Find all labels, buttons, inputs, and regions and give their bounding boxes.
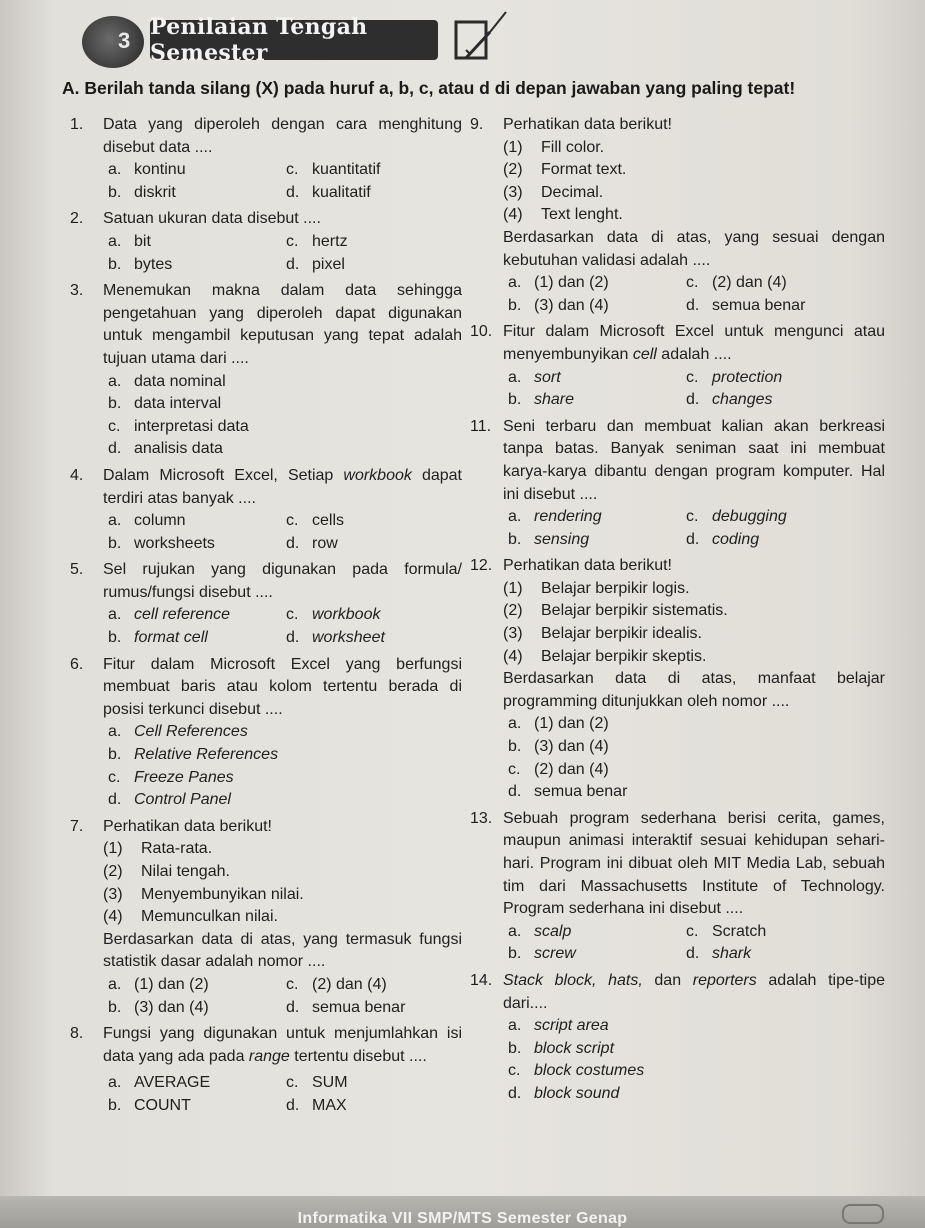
list-item: (2) Belajar berpikir sistematis. <box>503 602 728 620</box>
question-number: 8. <box>70 1025 84 1043</box>
list-item: (1) Belajar berpikir logis. <box>503 579 690 597</box>
list-item: (3) Decimal. <box>503 183 604 201</box>
question-number: 10. <box>470 323 493 341</box>
question-text: Perhatikan data berikut! <box>103 817 272 835</box>
question-number: 7. <box>70 817 84 835</box>
list-item: (2) Format text. <box>503 161 627 179</box>
chapter-number: 3 <box>118 28 131 53</box>
option-a[interactable]: a. (1) dan (2) <box>508 274 609 292</box>
clipboard-pencil-icon <box>450 10 510 62</box>
section-instruction: A. Berilah tanda silang (X) pada huruf a, b, c, atau d di depan jawaban yang paling tepat! <box>62 78 796 98</box>
option-a[interactable]: a. AVERAGE <box>108 1074 211 1092</box>
list-item: (1) Fill color. <box>503 138 605 156</box>
option-a[interactable]: a. (1) dan (2) <box>508 715 609 733</box>
option-a[interactable]: a. column <box>108 512 186 530</box>
option-c[interactable]: c. (2) dan (4) <box>686 274 787 292</box>
option-d[interactable]: d. kualitatif <box>286 183 371 201</box>
question-text: Satuan ukuran data disebut .... <box>103 210 321 228</box>
option-a[interactable]: a. kontinu <box>108 161 186 179</box>
option-d[interactable]: d. block sound <box>508 1084 620 1102</box>
option-c[interactable]: c. (2) dan (4) <box>508 760 609 778</box>
question-text: Perhatikan data berikut! <box>503 557 672 575</box>
option-d[interactable]: d. semua benar <box>286 998 406 1016</box>
question-number: 9. <box>470 116 484 133</box>
option-b[interactable]: b. format cell <box>108 629 208 647</box>
question-number: 13. <box>470 809 493 827</box>
question-9 <box>470 114 885 317</box>
question-text: Perhatikan data berikut! <box>503 116 672 133</box>
question-8 <box>70 1023 462 1117</box>
option-b[interactable]: b. sensing <box>508 530 590 548</box>
question-number: 2. <box>70 210 84 228</box>
question-7 <box>70 816 462 1019</box>
option-a[interactable]: a. Cell References <box>108 723 248 741</box>
option-d[interactable]: d. shark <box>686 945 752 963</box>
option-c[interactable]: c. Freeze Panes <box>108 768 234 786</box>
option-c[interactable]: c. protection <box>686 368 783 386</box>
question-text: Seni terbaru dan membuat kalian akan berkreasi tanpa batas. Banyak seniman saat ini membuat karya-karya dibantu dengan program komputer. Hal ini disebut .... <box>503 417 885 503</box>
question-2 <box>70 208 462 276</box>
option-a[interactable]: a. sort <box>508 368 561 386</box>
option-a[interactable]: a. rendering <box>508 508 602 526</box>
option-b[interactable]: b. Relative References <box>108 746 279 764</box>
option-c[interactable]: c. Scratch <box>686 922 767 940</box>
question-text: Dalam Microsoft Excel, Setiap workbook dapat terdiri atas banyak .... <box>103 466 462 507</box>
question-prompt: Berdasarkan data di atas, manfaat belajar programming ditunjukkan oleh nomor .... <box>503 670 885 710</box>
question-prompt: Berdasarkan data di atas, yang sesuai dengan kebutuhan validasi adalah .... <box>503 228 885 269</box>
question-text: Data yang diperoleh dengan cara menghitung disebut data .... <box>103 116 462 156</box>
question-1 <box>70 114 462 204</box>
page-title: Penilaian Tengah Semester <box>150 20 438 60</box>
option-a[interactable]: a. bit <box>108 232 151 250</box>
question-11 <box>470 416 885 552</box>
option-b[interactable]: b. COUNT <box>108 1096 191 1114</box>
question-number: 11. <box>470 417 492 435</box>
option-c[interactable]: c. workbook <box>286 606 381 624</box>
option-d[interactable]: d. worksheet <box>286 629 385 647</box>
list-item: (1) Rata-rata. <box>103 840 213 858</box>
option-d[interactable]: d. Control Panel <box>108 791 231 809</box>
option-d[interactable]: d. pixel <box>286 255 345 273</box>
option-b[interactable]: b. (3) dan (4) <box>108 998 209 1016</box>
list-item: (4) Memunculkan nilai. <box>103 908 278 926</box>
option-b[interactable]: b. worksheets <box>108 534 215 552</box>
question-number: 14. <box>470 971 493 989</box>
question-4 <box>70 465 462 555</box>
list-item: (2) Nilai tengah. <box>103 863 230 880</box>
question-10 <box>470 321 885 411</box>
question-number: 3. <box>70 282 84 300</box>
left-column <box>70 114 462 1122</box>
option-c[interactable]: c. kuantitatif <box>286 161 381 179</box>
page-mark-icon <box>842 1204 884 1224</box>
question-text: Menemukan makna dalam data sehingga pengetahuan yang diperoleh dapat digunakan untuk mengambil keputusan yang tepat adalah tujuan utama dari .... <box>103 282 462 367</box>
list-item: (3) Belajar berpikir idealis. <box>503 625 702 643</box>
option-d[interactable]: d. MAX <box>286 1096 347 1114</box>
question-13 <box>470 808 885 966</box>
question-5 <box>70 559 462 649</box>
question-number: 4. <box>70 466 84 484</box>
list-item: (3) Menyembunyikan nilai. <box>103 885 304 903</box>
right-column <box>470 114 885 1110</box>
list-item: (4) Belajar berpikir skeptis. <box>503 647 707 665</box>
question-text: Sel rujukan yang digunakan pada formula/ rumus/fungsi disebut .... <box>103 561 462 601</box>
question-text: Sebuah program sederhana berisi cerita, games, maupun animasi interaktif sesuai kehidupan sehari-hari. Program ini dibuat oleh MIT Media Lab, sebuah tim dari Massachusetts Institute of Technology. Program sederhana ini disebut .... <box>503 809 885 918</box>
option-d[interactable]: d. coding <box>686 530 760 548</box>
option-a[interactable]: a. cell reference <box>108 606 231 624</box>
option-d[interactable]: d. row <box>286 534 338 552</box>
option-d[interactable]: d. analisis data <box>108 440 223 458</box>
footer-text: Informatika VII SMP/MTS Semester Genap <box>297 1210 628 1227</box>
question-text: Fungsi yang digunakan untuk menjumlahkan isi data yang ada pada range tertentu disebut .... <box>103 1025 462 1065</box>
option-d[interactable]: d. semua benar <box>686 296 806 314</box>
option-b[interactable]: b. bytes <box>108 255 173 273</box>
option-d[interactable]: d. changes <box>686 391 773 409</box>
question-number: 5. <box>70 561 84 579</box>
option-b[interactable]: b. (3) dan (4) <box>508 738 609 756</box>
option-c[interactable]: c. block costumes <box>508 1062 645 1080</box>
question-12 <box>470 555 885 804</box>
option-b[interactable]: b. diskrit <box>108 183 176 201</box>
option-c[interactable]: c. SUM <box>286 1074 348 1092</box>
question-number: 1. <box>70 116 84 133</box>
option-b[interactable]: b. screw <box>508 945 576 963</box>
option-a[interactable]: a. script area <box>508 1017 609 1035</box>
option-a[interactable]: a. data nominal <box>108 372 226 390</box>
option-b[interactable]: b. (3) dan (4) <box>508 296 609 314</box>
question-number: 12. <box>470 557 493 575</box>
chapter-badge <box>82 16 144 68</box>
question-prompt: Berdasarkan data di atas, yang termasuk fungsi statistik dasar adalah nomor .... <box>103 930 462 971</box>
question-text: Fitur dalam Microsoft Excel yang berfungsi membuat baris atau kolom tertentu berada di posisi terkunci disebut .... <box>103 655 462 718</box>
option-c[interactable]: c. cells <box>286 512 345 530</box>
option-a[interactable]: a. (1) dan (2) <box>108 975 209 993</box>
question-3 <box>70 280 462 461</box>
option-c[interactable]: c. debugging <box>686 508 787 526</box>
option-c[interactable]: c. interpretasi data <box>108 417 249 435</box>
option-b[interactable]: b. block script <box>508 1039 615 1057</box>
question-number: 6. <box>70 655 84 673</box>
question-14 <box>470 970 885 1106</box>
question-text: Stack block, hats, dan reporters adalah tipe-tipe dari.... <box>503 971 885 1012</box>
option-d[interactable]: d. semua benar <box>508 783 628 801</box>
question-6 <box>70 654 462 812</box>
option-c[interactable]: c. hertz <box>286 232 348 250</box>
list-item: (4) Text lenght. <box>503 206 623 224</box>
question-text: Fitur dalam Microsoft Excel untuk mengunci atau menyembunyikan cell adalah .... <box>503 323 885 363</box>
option-b[interactable]: b. share <box>508 391 575 409</box>
option-b[interactable]: b. data interval <box>108 395 222 413</box>
option-a[interactable]: a. scalp <box>508 922 572 940</box>
option-c[interactable]: c. (2) dan (4) <box>286 975 387 993</box>
